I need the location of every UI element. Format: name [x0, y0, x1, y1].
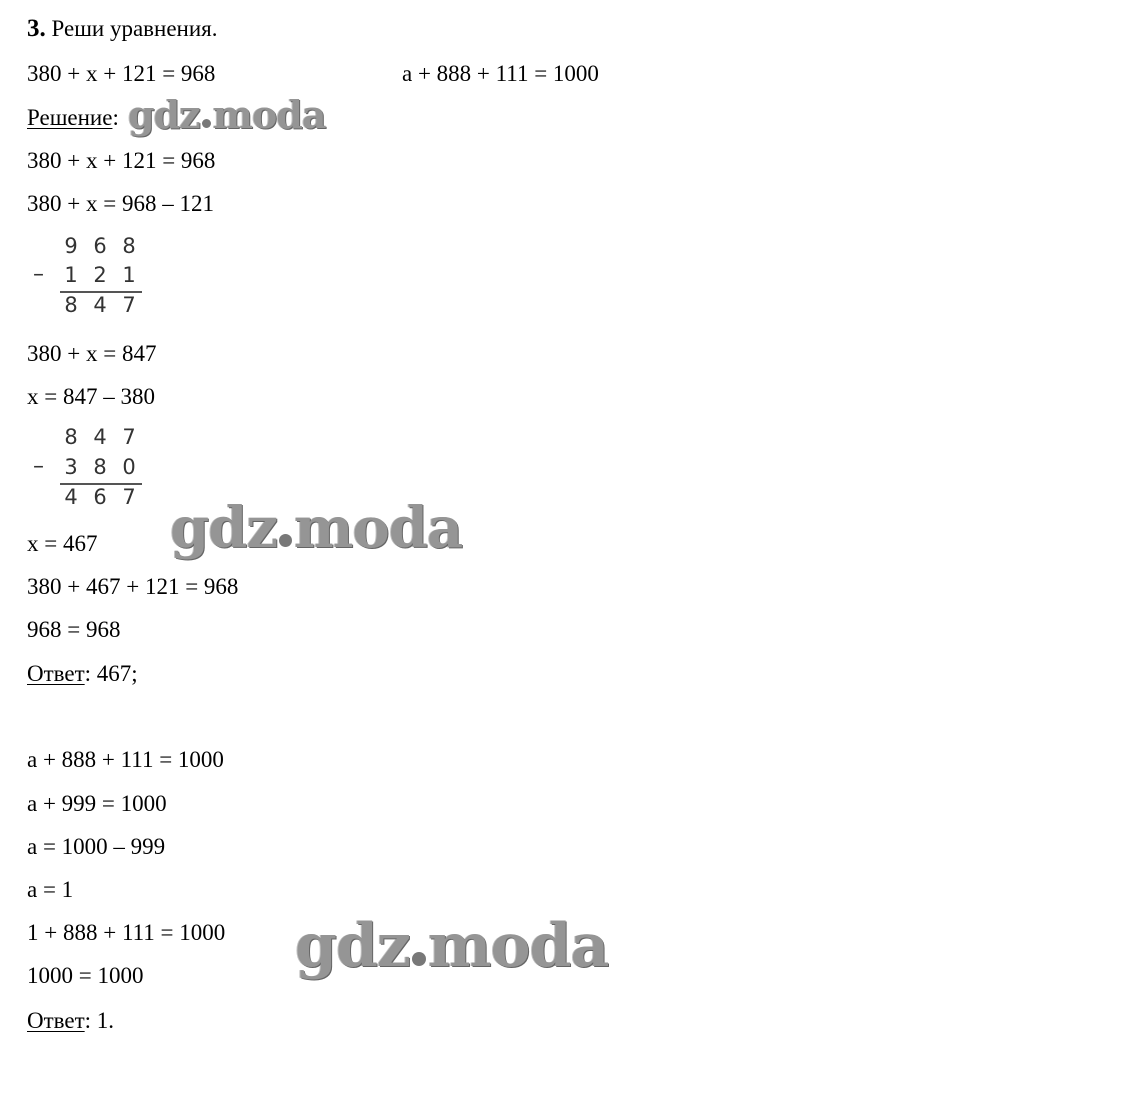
minus-sign: – — [33, 454, 44, 479]
sub2-result-digit: 7 — [122, 485, 136, 509]
sub2-top-digit: 8 — [64, 425, 78, 449]
sub1-result-digit: 4 — [93, 293, 107, 317]
solution-heading — [27, 106, 119, 129]
sub1-result-digit: 8 — [64, 293, 78, 317]
sub1-mid-digit: 2 — [93, 263, 107, 287]
sub1-top-digit: 9 — [64, 234, 78, 258]
answer-value: : 467; — [84, 661, 138, 686]
sub1-top-digit: 8 — [122, 234, 136, 258]
task-title: Реши уравнения. — [51, 16, 218, 41]
s1-step2: 380 + x = 968 – 121 — [27, 191, 214, 216]
watermark-part2: moda — [212, 92, 326, 137]
sub2-mid-digit: 3 — [64, 455, 78, 479]
watermark-part1: gdz — [295, 911, 410, 981]
answer-label: Ответ — [27, 661, 85, 686]
s1-step4: x = 847 – 380 — [27, 384, 155, 409]
sub1-mid-digit: 1 — [64, 263, 78, 287]
task-header — [27, 16, 218, 41]
column-subtraction-1 — [30, 234, 150, 324]
solution-label: Решение — [27, 105, 113, 130]
equation-1: 380 + x + 121 = 968 — [27, 61, 216, 86]
equation-2: a + 888 + 111 = 1000 — [402, 61, 599, 86]
s2-check: 1 + 888 + 111 = 1000 — [27, 920, 226, 945]
column-subtraction-2 — [30, 425, 150, 515]
s2-answer — [27, 1009, 114, 1032]
s2-step3: a = 1000 – 999 — [27, 834, 166, 859]
sub1-mid-digit: 1 — [122, 263, 136, 287]
task-number: 3. — [27, 15, 46, 42]
watermark-logo — [128, 92, 326, 137]
solution-colon: : — [112, 105, 119, 130]
sub2-result-digit: 6 — [93, 485, 107, 509]
watermark-part1: gdz — [170, 495, 278, 561]
minus-sign: – — [33, 262, 44, 287]
s2-check-result: 1000 = 1000 — [27, 963, 144, 988]
watermark-part1: gdz — [128, 92, 200, 137]
s2-step2: a + 999 = 1000 — [27, 791, 167, 816]
watermark-part2: moda — [427, 911, 609, 981]
s1-step3: 380 + x = 847 — [27, 341, 157, 366]
sub2-mid-digit: 8 — [93, 455, 107, 479]
s1-step5: x = 467 — [27, 531, 98, 556]
s1-check: 380 + 467 + 121 = 968 — [27, 574, 239, 599]
watermark-dot-icon — [202, 119, 211, 128]
answer-label: Ответ — [27, 1008, 85, 1033]
watermark-part2: moda — [294, 495, 463, 561]
s2-step1: a + 888 + 111 = 1000 — [27, 747, 224, 772]
sub1-top-digit: 6 — [93, 234, 107, 258]
s1-check-result: 968 = 968 — [27, 617, 121, 642]
s1-step1: 380 + x + 121 = 968 — [27, 148, 216, 173]
watermark-dot-icon — [412, 952, 426, 966]
sub2-mid-digit: 0 — [122, 455, 136, 479]
watermark-dot-icon — [279, 534, 292, 547]
watermark-logo — [295, 911, 609, 981]
sub2-top-digit: 4 — [93, 425, 107, 449]
s1-answer — [27, 662, 138, 685]
sub2-result-digit: 4 — [64, 485, 78, 509]
sub2-top-digit: 7 — [122, 425, 136, 449]
answer-value: : 1. — [84, 1008, 115, 1033]
sub1-result-digit: 7 — [122, 293, 136, 317]
watermark-logo — [170, 495, 463, 561]
s2-step4: a = 1 — [27, 877, 74, 902]
